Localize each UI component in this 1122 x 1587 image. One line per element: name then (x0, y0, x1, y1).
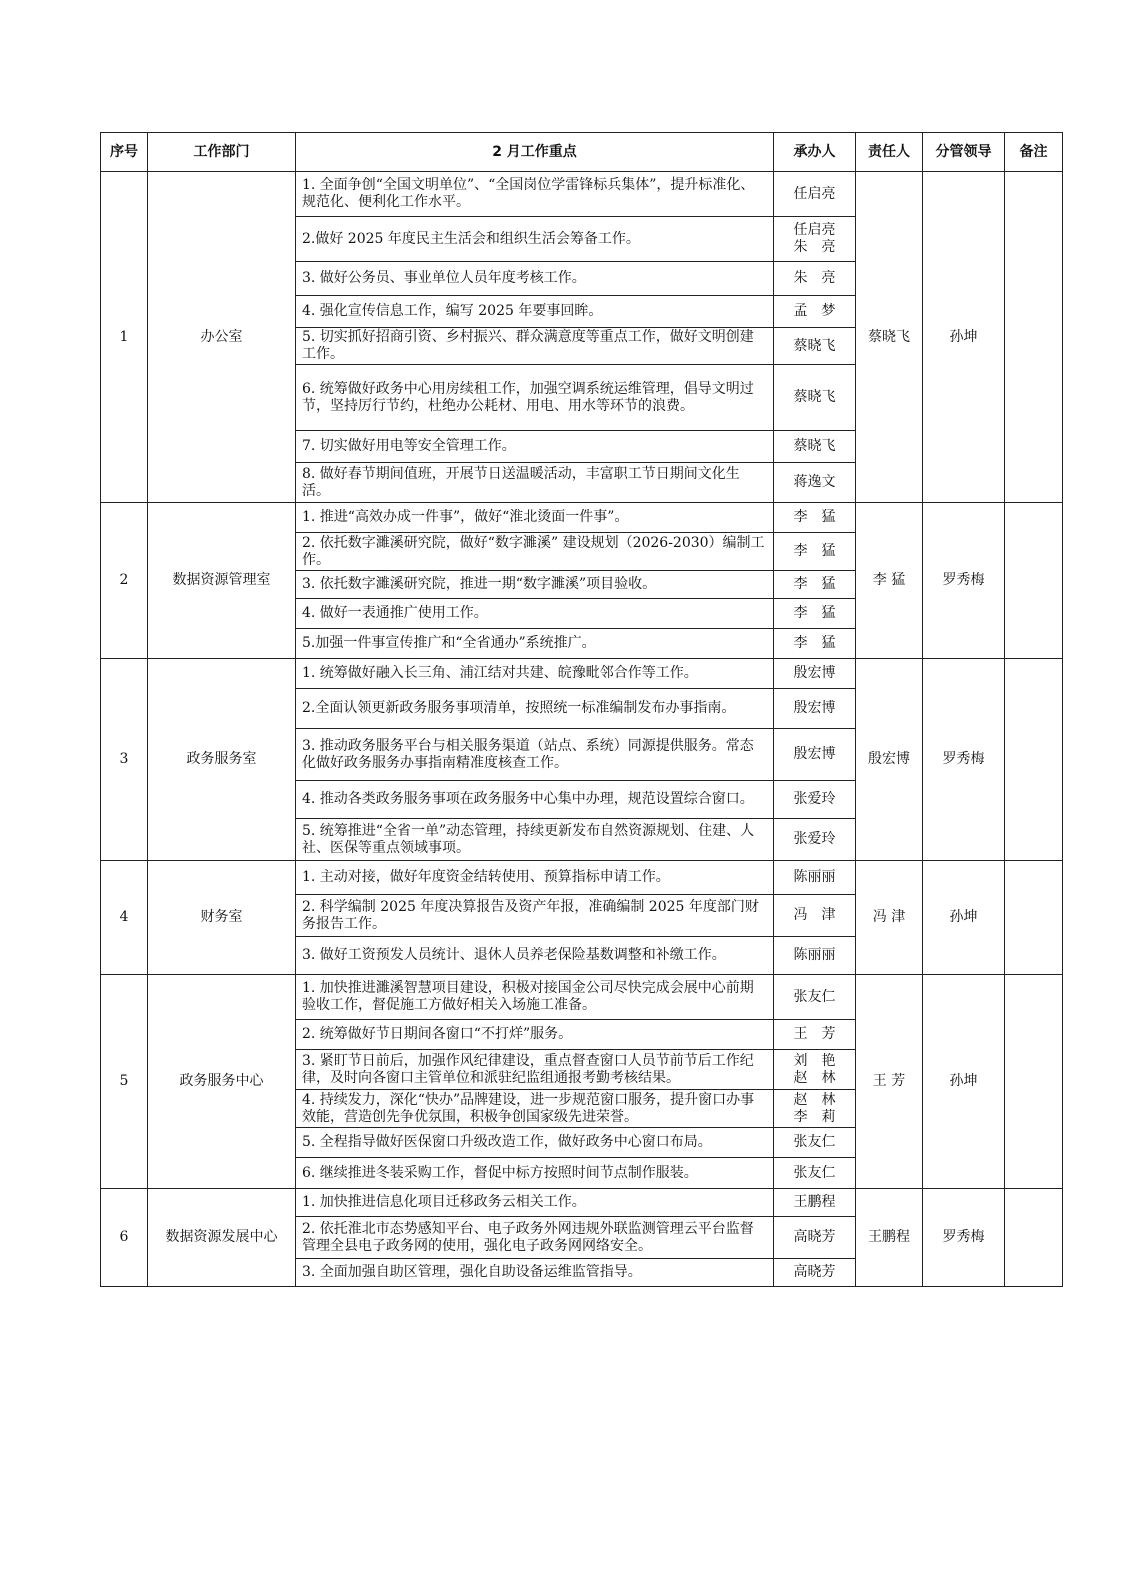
task-text: 2.做好 2025 年度民主生活会和组织生活会筹备工作。 (296, 217, 774, 262)
task-text: 4. 做好一表通推广使用工作。 (296, 599, 774, 629)
task-handler (774, 463, 856, 503)
header-owner: 责任人 (856, 133, 923, 172)
task-text: 3. 全面加强自助区管理，强化自助设备运维监管指导。 (296, 1259, 774, 1287)
group-note (1005, 659, 1063, 861)
header-seq: 序号 (101, 133, 148, 172)
task-handler (774, 819, 856, 861)
group-seq: 5 (101, 975, 148, 1189)
task-handler (774, 1217, 856, 1259)
group-leader: 孙坤 (923, 975, 1005, 1189)
task-handler (774, 217, 856, 262)
task-text: 5. 切实抓好招商引资、乡村振兴、群众满意度等重点工作，做好文明创建工作。 (296, 328, 774, 365)
group-note (1005, 975, 1063, 1189)
task-handler (774, 172, 856, 217)
handler-name: 赵 林 (793, 1069, 836, 1086)
task-text: 2. 依托淮北市态势感知平台、电子政务外网违规外联监测管理云平台监督管理全县电子政务网的使用，强化电子政务网网络安全。 (296, 1217, 774, 1259)
handler-name: 李 猛 (793, 509, 836, 525)
table-row (101, 503, 1063, 533)
group-owner: 蔡晓飞 (856, 172, 923, 503)
task-text: 3. 做好公务员、事业单位人员年度考核工作。 (296, 262, 774, 296)
task-text: 3. 做好工资预发人员统计、退休人员养老保险基数调整和补缴工作。 (296, 937, 774, 975)
task-text: 2. 依托数字濉溪研究院，做好“数字濉溪” 建设规划（2026-2030）编制工作。 (296, 533, 774, 571)
handler-name: 任启亮 (793, 222, 836, 238)
handler-name: 王鹏程 (793, 1194, 836, 1210)
task-handler (774, 365, 856, 431)
task-text: 4. 强化宣传信息工作，编写 2025 年要事回眸。 (296, 296, 774, 328)
handler-name: 张友仁 (793, 988, 836, 1005)
task-text: 1. 统筹做好融入长三角、浦江结对共建、皖豫毗邻合作等工作。 (296, 659, 774, 689)
task-handler (774, 296, 856, 328)
group-leader: 罗秀梅 (923, 1189, 1005, 1287)
group-dept: 数据资源管理室 (148, 503, 296, 659)
task-text: 1. 推进“高效办成一件事”，做好“淮北烫面一件事”。 (296, 503, 774, 533)
handler-name: 殷宏博 (793, 665, 836, 681)
handler-name: 陈丽丽 (793, 947, 836, 963)
work-plan-sheet (100, 132, 1062, 1287)
handler-name: 张友仁 (793, 1164, 836, 1181)
header-handler: 承办人 (774, 133, 856, 172)
task-handler (774, 729, 856, 781)
task-text: 2.全面认领更新政务服务事项清单，按照统一标准编制发布办事指南。 (296, 689, 774, 729)
handler-name: 蒋逸文 (793, 474, 836, 490)
group-leader: 罗秀梅 (923, 659, 1005, 861)
group-seq: 3 (101, 659, 148, 861)
group-note (1005, 503, 1063, 659)
task-text: 2. 科学编制 2025 年度决算报告及资产年报，准确编制 2025 年度部门财务报告工作。 (296, 895, 774, 937)
group-seq: 2 (101, 503, 148, 659)
work-plan-table (100, 132, 1063, 1287)
group-dept: 数据资源发展中心 (148, 1189, 296, 1287)
handler-name: 张友仁 (793, 1134, 836, 1150)
task-text: 1. 全面争创“全国文明单位”、“全国岗位学雷锋标兵集体”，提升标准化、规范化、便利化工作水平。 (296, 172, 774, 217)
task-handler (774, 1189, 856, 1217)
task-handler (774, 1259, 856, 1287)
task-handler (774, 1020, 856, 1050)
group-dept: 财务室 (148, 861, 296, 975)
group-dept: 政务服务中心 (148, 975, 296, 1189)
handler-name: 张爱玲 (793, 791, 836, 807)
handler-name: 李 莉 (793, 1108, 836, 1125)
handler-name: 赵 林 (793, 1091, 836, 1108)
group-leader: 孙坤 (923, 172, 1005, 503)
header-leader: 分管领导 (923, 133, 1005, 172)
handler-name: 李 猛 (793, 605, 836, 621)
task-handler (774, 659, 856, 689)
handler-name: 任启亮 (793, 185, 836, 202)
task-text: 3. 依托数字濉溪研究院，推进一期“数字濉溪”项目验收。 (296, 571, 774, 599)
group-seq: 4 (101, 861, 148, 975)
handler-name: 张爱玲 (793, 831, 836, 847)
task-handler (774, 262, 856, 296)
handler-name: 王 芳 (793, 1026, 836, 1042)
table-header (101, 133, 1063, 172)
group-leader: 罗秀梅 (923, 503, 1005, 659)
task-text: 3. 推动政务服务平台与相关服务渠道（站点、系统）同源提供服务。常态化做好政务服务办事指南精准度核查工作。 (296, 729, 774, 781)
task-text: 5. 统筹推进“全省一单”动态管理，持续更新发布自然资源规划、住建、人社、医保等重点领域事项。 (296, 819, 774, 861)
task-text: 5. 全程指导做好医保窗口升级改造工作，做好政务中心窗口布局。 (296, 1128, 774, 1158)
task-text: 8. 做好春节期间值班，开展节日送温暖活动，丰富职工节日期间文化生活。 (296, 463, 774, 503)
table-row (101, 975, 1063, 1020)
handler-name: 蔡晓飞 (793, 337, 836, 354)
handler-name: 殷宏博 (793, 700, 836, 716)
task-text: 3. 紧盯节日前后，加强作风纪律建设，重点督查窗口人员节前节后工作纪律，及时向各窗口主管单位和派驻纪监组通报考勤考核结果。 (296, 1050, 774, 1090)
task-text: 5.加强一件事宣传推广和“全省通办”系统推广。 (296, 629, 774, 659)
task-text: 2. 统筹做好节日期间各窗口“不打烊”服务。 (296, 1020, 774, 1050)
task-handler (774, 571, 856, 599)
handler-name: 刘 艳 (793, 1052, 836, 1069)
group-note (1005, 1189, 1063, 1287)
task-handler (774, 1050, 856, 1090)
task-handler (774, 689, 856, 729)
handler-name: 李 猛 (793, 543, 836, 559)
header-row (101, 133, 1063, 172)
table-body (101, 172, 1063, 1287)
task-handler (774, 533, 856, 571)
task-handler (774, 629, 856, 659)
group-note (1005, 172, 1063, 503)
task-text: 4. 推动各类政务服务事项在政务服务中心集中办理，规范设置综合窗口。 (296, 781, 774, 819)
task-handler (774, 1158, 856, 1189)
handler-name: 蔡晓飞 (793, 438, 836, 454)
group-leader: 孙坤 (923, 861, 1005, 975)
handler-name: 李 猛 (793, 635, 836, 651)
group-dept: 政务服务室 (148, 659, 296, 861)
handler-name: 陈丽丽 (793, 869, 836, 885)
task-handler (774, 781, 856, 819)
task-handler (774, 937, 856, 975)
table-row (101, 861, 1063, 895)
task-handler (774, 975, 856, 1020)
task-handler (774, 1090, 856, 1128)
handler-name: 蔡晓飞 (793, 389, 836, 405)
task-handler (774, 431, 856, 463)
group-seq: 6 (101, 1189, 148, 1287)
table-row (101, 659, 1063, 689)
group-seq: 1 (101, 172, 148, 503)
group-dept: 办公室 (148, 172, 296, 503)
task-text: 4. 持续发力，深化“快办”品牌建设，进一步规范窗口服务，提升窗口办事效能，营造创先争优氛围，积极争创国家级先进荣誉。 (296, 1090, 774, 1128)
task-text: 6. 统筹做好政务中心用房续租工作，加强空调系统运维管理，倡导文明过节，坚持厉行节约，杜绝办公耗材、用电、用水等环节的浪费。 (296, 365, 774, 431)
group-owner: 王 芳 (856, 975, 923, 1189)
table-row (101, 1189, 1063, 1217)
task-text: 7. 切实做好用电等安全管理工作。 (296, 431, 774, 463)
group-owner: 殷宏博 (856, 659, 923, 861)
header-dept: 工作部门 (148, 133, 296, 172)
handler-name: 高晓芳 (793, 1264, 836, 1280)
task-handler (774, 861, 856, 895)
handler-name: 冯 津 (793, 907, 836, 923)
task-text: 1. 主动对接，做好年度资金结转使用、预算指标申请工作。 (296, 861, 774, 895)
task-handler (774, 503, 856, 533)
task-handler (774, 1128, 856, 1158)
group-owner: 冯 津 (856, 861, 923, 975)
group-owner: 李 猛 (856, 503, 923, 659)
handler-name: 李 猛 (793, 576, 836, 592)
task-handler (774, 895, 856, 937)
handler-name: 朱 亮 (793, 270, 836, 286)
handler-name: 孟 梦 (793, 303, 836, 319)
task-text: 1. 加快推进濉溪智慧项目建设，积极对接国金公司尽快完成会展中心前期验收工作，督促施工方做好相关入场施工准备。 (296, 975, 774, 1020)
header-focus: 2 月工作重点 (296, 133, 774, 172)
task-handler (774, 599, 856, 629)
group-note (1005, 861, 1063, 975)
table-row (101, 172, 1063, 217)
handler-name: 殷宏博 (793, 746, 836, 762)
task-handler (774, 328, 856, 365)
task-text: 6. 继续推进冬装采购工作，督促中标方按照时间节点制作服装。 (296, 1158, 774, 1189)
header-note: 备注 (1005, 133, 1063, 172)
group-owner: 王鹏程 (856, 1189, 923, 1287)
handler-name: 朱 亮 (793, 239, 836, 255)
task-text: 1. 加快推进信息化项目迁移政务云相关工作。 (296, 1189, 774, 1217)
handler-name: 高晓芳 (793, 1229, 836, 1245)
